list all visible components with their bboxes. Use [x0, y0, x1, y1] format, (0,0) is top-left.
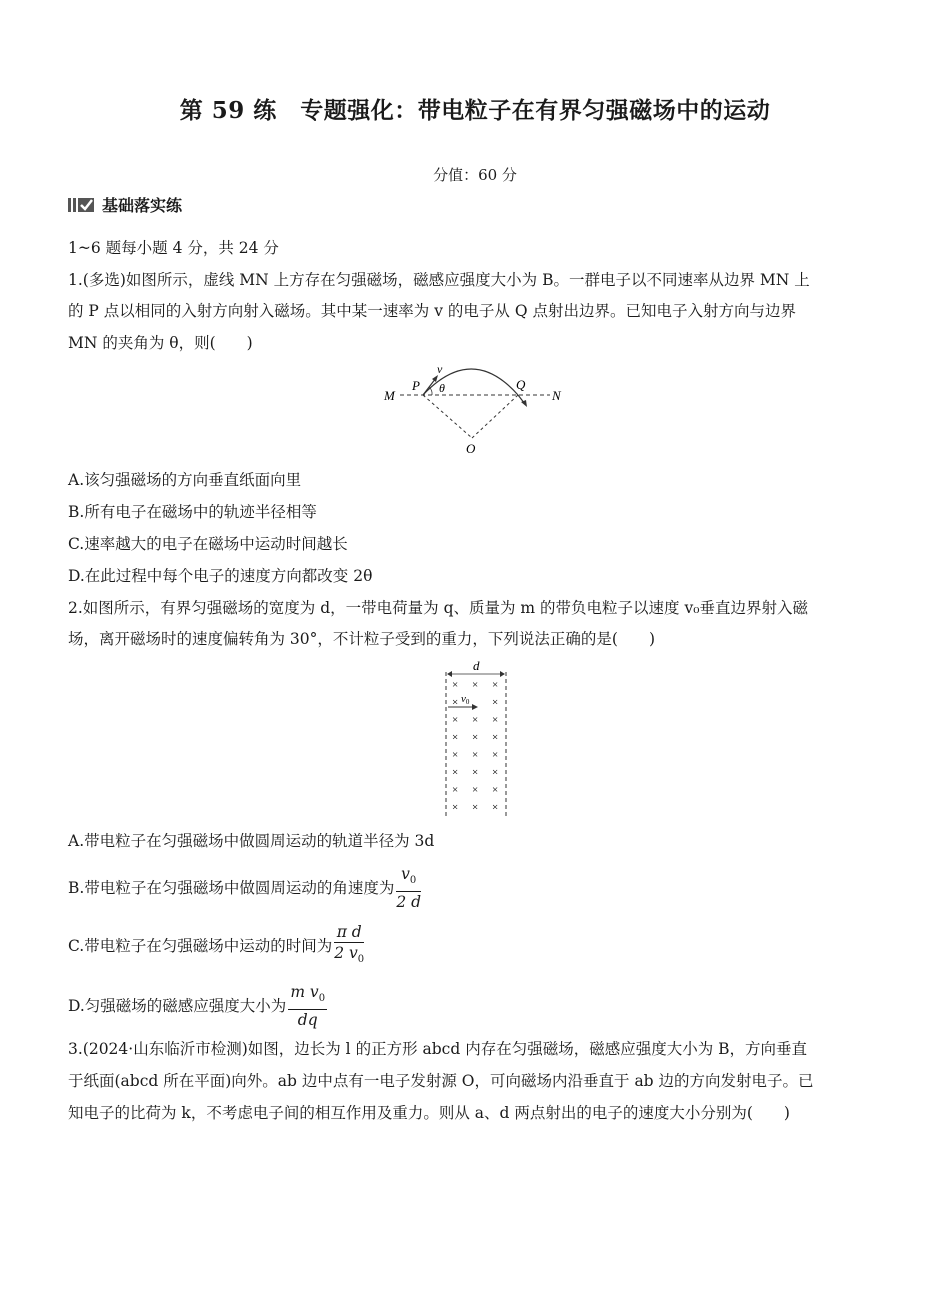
radius-qo [472, 395, 518, 438]
q3-line2: 于纸面(abcd 所在平面)向外。ab 边中点有一电子发射源 O，可向磁场内沿垂直于 ab 边的方向发射电子。已 [68, 1072, 814, 1090]
intro-text: 1~6 题每小题 4 分，共 24 分 [68, 239, 279, 257]
velocity-arrowhead [432, 375, 438, 382]
field-cross: × [492, 714, 499, 726]
field-crosses [452, 679, 498, 814]
label-N: N [552, 388, 561, 403]
q1-line1: 1.(多选)如图所示，虚线 MN 上方存在匀强磁场，磁感应强度大小为 B。一群电子以不同速率从边界 MN 上 [68, 271, 810, 289]
field-cross: × [452, 731, 459, 744]
q1-option-b[interactable]: B.所有电子在磁场中的轨迹半径相等 [68, 503, 317, 521]
label-v: v [437, 362, 443, 376]
q2-line2: 场，离开磁场时的速度偏转角为 30°，不计粒子受到的重力，下列说法正确的是( ) [68, 630, 655, 648]
q3-line3: 知电子的比荷为 k，不考虑电子间的相互作用及重力。则从 a、d 两点射出的电子的速度大小分别为( ) [68, 1104, 790, 1122]
label-O: O [466, 441, 476, 456]
q1-option-c[interactable]: C.速率越大的电子在磁场中运动时间越长 [68, 535, 348, 553]
label-M: M [384, 388, 395, 403]
label-theta: θ [439, 381, 445, 395]
field-cross: × [452, 679, 459, 691]
q1-option-d[interactable]: D.在此过程中每个电子的速度方向都改变 2θ [68, 567, 373, 585]
field-cross: × [492, 749, 499, 761]
q1-figure [380, 358, 570, 458]
q2-option-c-text: C.带电粒子在匀强磁场中运动的时间为 [68, 937, 333, 956]
q2-option-b-text: B.带电粒子在匀强磁场中做圆周运动的角速度为 [68, 879, 395, 898]
q2-option-b[interactable] [68, 864, 421, 912]
section-header [68, 193, 182, 216]
field-cross: × [472, 784, 479, 796]
field-cross: × [492, 784, 499, 796]
q1-option-a[interactable]: A.该匀强磁场的方向垂直纸面向里 [68, 471, 302, 489]
field-cross: × [452, 696, 459, 709]
field-cross: × [492, 731, 499, 744]
q1-line2: 的 P 点以相同的入射方向射入磁场。其中某一速率为 v 的电子从 Q 点射出边界。已知电子入射方向与边界 [68, 302, 796, 320]
q2-option-d-fraction: $\frac{m v_0}{dq}$ [290, 983, 326, 1030]
q2-figure [436, 658, 516, 818]
field-cross: × [492, 766, 499, 779]
field-cross: × [472, 731, 479, 744]
field-cross: × [452, 766, 459, 779]
velocity-vector [423, 378, 436, 395]
q2-option-b-fraction: $\frac{v_0}{2 d}$ [396, 865, 422, 912]
q2-option-d-text: D.匀强磁场的磁感应强度大小为 [68, 997, 287, 1016]
label-v0: v0 [461, 693, 470, 706]
checklist-icon [68, 195, 96, 215]
q3-line1: 3.(2024·山东临沂市检测)如图，边长为 l 的正方形 abcd 内存在匀强磁场，磁感应强度大小为 B，方向垂直 [68, 1040, 808, 1058]
field-cross: × [452, 801, 459, 814]
q2-option-c-fraction: $\frac{\text{π d}}{2 v_0}$ [334, 923, 365, 966]
exit-arrowhead [521, 400, 527, 407]
q2-option-d[interactable] [68, 982, 327, 1030]
q2-option-a[interactable]: A.带电粒子在匀强磁场中做圆周运动的轨道半径为 3d [68, 832, 435, 850]
field-cross: × [472, 714, 479, 726]
field-cross: × [452, 714, 459, 726]
field-cross: × [472, 801, 479, 814]
field-cross: × [472, 679, 479, 691]
q2-option-c[interactable] [68, 922, 364, 970]
field-cross: × [492, 679, 499, 691]
field-cross: × [492, 801, 499, 814]
field-cross: × [472, 749, 479, 761]
page-title: 第 59 练 专题强化：带电粒子在有界匀强磁场中的运动 [179, 97, 771, 124]
label-P: P [412, 378, 420, 393]
field-cross: × [452, 749, 459, 761]
score-label: 分值：60 分 [433, 166, 517, 184]
q2-line1: 2.如图所示，有界匀强磁场的宽度为 d，一带电荷量为 q、质量为 m 的带负电粒子以速度 v₀垂直边界射入磁 [68, 599, 808, 617]
section-label: 基础落实练 [102, 196, 183, 215]
radius-po [423, 395, 472, 438]
q1-line3: MN 的夹角为 θ，则( ) [68, 334, 253, 352]
field-cross: × [492, 696, 499, 709]
field-cross: × [472, 766, 479, 779]
field-cross: × [452, 784, 459, 796]
label-d: d [473, 658, 480, 673]
label-Q: Q [516, 377, 526, 392]
